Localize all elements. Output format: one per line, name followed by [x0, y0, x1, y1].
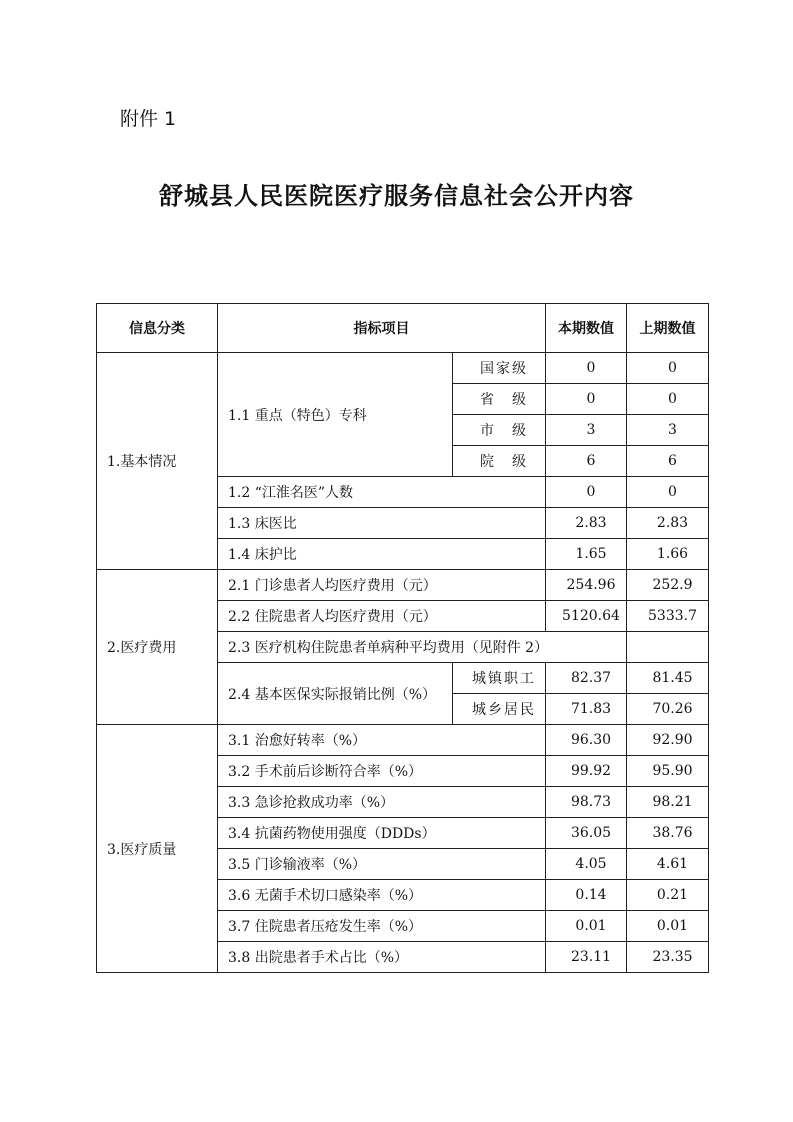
item-cell: 1.2 “江淮名医”人数 [218, 477, 546, 508]
previous-value: 3 [627, 415, 709, 446]
previous-value: 0.01 [627, 911, 709, 942]
item-cell: 3.2 手术前后诊断符合率（%） [218, 756, 546, 787]
sub-item-cell: 国家级 [453, 353, 546, 384]
header-previous: 上期数值 [627, 304, 709, 353]
current-value: 6 [546, 446, 627, 477]
table-row [97, 570, 709, 601]
item-cell: 3.8 出院患者手术占比（%） [218, 942, 546, 973]
item-cell: 2.2 住院患者人均医疗费用（元） [218, 601, 546, 632]
previous-value: 5333.7 [627, 601, 709, 632]
sub-item-cell: 省 级 [453, 384, 546, 415]
item-cell: 2.4 基本医保实际报销比例（%） [218, 663, 453, 725]
item-cell: 3.4 抗菌药物使用强度（DDDs） [218, 818, 546, 849]
table-header-row [97, 304, 709, 353]
item-cell: 1.3 床医比 [218, 508, 546, 539]
previous-value: 0 [627, 477, 709, 508]
sub-item-cell: 市 级 [453, 415, 546, 446]
item-cell: 2.1 门诊患者人均医疗费用（元） [218, 570, 546, 601]
table-row [97, 353, 709, 384]
current-value: 98.73 [546, 787, 627, 818]
category-cell: 1.基本情况 [97, 353, 218, 570]
current-value: 71.83 [546, 694, 627, 725]
category-cell: 2.医疗费用 [97, 570, 218, 725]
previous-value: 81.45 [627, 663, 709, 694]
current-value: 254.96 [546, 570, 627, 601]
previous-value: 6 [627, 446, 709, 477]
item-cell: 3.5 门诊输液率（%） [218, 849, 546, 880]
sub-item-cell: 城镇职工 [453, 663, 546, 694]
current-value: 23.11 [546, 942, 627, 973]
current-value: 96.30 [546, 725, 627, 756]
current-value: 2.83 [546, 508, 627, 539]
previous-value: 0.21 [627, 880, 709, 911]
previous-value: 2.83 [627, 508, 709, 539]
current-value: 5120.64 [546, 601, 627, 632]
current-value: 0 [546, 353, 627, 384]
sub-item-cell: 城乡居民 [453, 694, 546, 725]
header-current: 本期数值 [546, 304, 627, 353]
current-value: 4.05 [546, 849, 627, 880]
header-category: 信息分类 [97, 304, 218, 353]
previous-value: 95.90 [627, 756, 709, 787]
current-value: 3 [546, 415, 627, 446]
item-cell: 3.3 急诊抢救成功率（%） [218, 787, 546, 818]
item-cell: 1.4 床护比 [218, 539, 546, 570]
attachment-label: 附件 1 [120, 108, 177, 130]
current-value: 0 [546, 477, 627, 508]
item-cell: 2.3 医疗机构住院患者单病种平均费用（见附件 2） [218, 632, 627, 663]
previous-value: 252.9 [627, 570, 709, 601]
current-value: 0.14 [546, 880, 627, 911]
page-title: 舒城县人民医院医疗服务信息社会公开内容 [159, 182, 634, 210]
header-item: 指标项目 [218, 304, 546, 353]
previous-value: 92.90 [627, 725, 709, 756]
table-row [97, 725, 709, 756]
previous-value: 70.26 [627, 694, 709, 725]
item-cell: 3.7 住院患者压疮发生率（%） [218, 911, 546, 942]
previous-value: 1.66 [627, 539, 709, 570]
sub-item-cell: 院 级 [453, 446, 546, 477]
previous-value: 0 [627, 384, 709, 415]
current-value: 99.92 [546, 756, 627, 787]
item-cell: 1.1 重点（特色）专科 [218, 353, 453, 477]
previous-value: 38.76 [627, 818, 709, 849]
current-value: 82.37 [546, 663, 627, 694]
previous-value: 4.61 [627, 849, 709, 880]
info-table [96, 303, 709, 973]
category-cell: 3.医疗质量 [97, 725, 218, 973]
previous-value: 98.21 [627, 787, 709, 818]
item-cell: 3.1 治愈好转率（%） [218, 725, 546, 756]
current-value: 0.01 [546, 911, 627, 942]
current-value: 0 [546, 384, 627, 415]
previous-value: 23.35 [627, 942, 709, 973]
current-value: 1.65 [546, 539, 627, 570]
previous-value: 0 [627, 353, 709, 384]
item-cell: 3.6 无菌手术切口感染率（%） [218, 880, 546, 911]
current-value: 36.05 [546, 818, 627, 849]
previous-value [627, 632, 709, 663]
